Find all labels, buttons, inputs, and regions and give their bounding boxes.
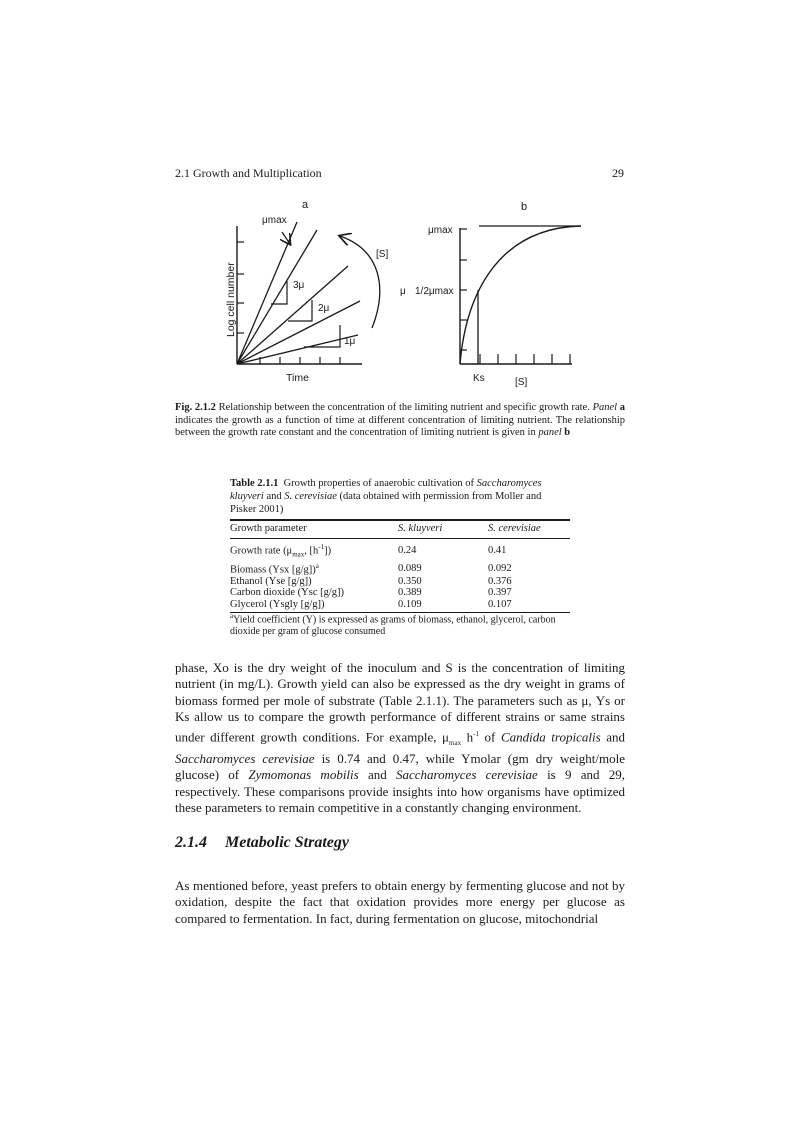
text-run: and bbox=[358, 767, 396, 783]
panel-a-ylabel: Log cell number bbox=[225, 262, 237, 337]
table-cell-value: 0.389 bbox=[398, 587, 422, 599]
panel-a bbox=[225, 199, 388, 384]
body-paragraph-1 bbox=[175, 660, 625, 817]
panel-a-mumax-label: μmax bbox=[262, 215, 287, 226]
subscript: max bbox=[449, 738, 462, 747]
table-cell-param bbox=[230, 561, 398, 576]
param-sup: -1 bbox=[318, 542, 325, 551]
table-cell-param: Glycerol (Ysgly [g/g]) bbox=[230, 599, 398, 612]
table-cell-param bbox=[230, 538, 398, 561]
table-cell-value: 0.350 bbox=[398, 575, 422, 587]
panel-b-y-symbol: μ bbox=[400, 286, 406, 297]
param-text: ]) bbox=[324, 545, 332, 557]
panel-a-xlabel: Time bbox=[286, 372, 309, 384]
table-title-text-1: Growth properties of anaerobic cultivation of bbox=[283, 478, 474, 489]
table-row bbox=[230, 576, 570, 588]
species-name: Candida tropicalis bbox=[500, 728, 601, 744]
text-run: of bbox=[479, 728, 501, 744]
panel-b-ks-label: Ks bbox=[473, 373, 485, 384]
panel-a-mumax-pointer bbox=[282, 232, 290, 244]
panel-a-s-arrow bbox=[340, 236, 380, 328]
text-run: phase, Xo is the dry weight of the inoculum and S is the concentration of limiting nutrient (in mg/L). Growth yield can also be expressed as the dry weight in grams of biomass formed per mole of substrate (Table 2.1.1). The parameters such as μ, Ys or Ks allow us to compare the growth performance of different strains or same strains under different growth conditions. For example, μ bbox=[175, 660, 625, 744]
panel-b-mumax-label: μmax bbox=[428, 225, 453, 236]
superscript: -1 bbox=[473, 729, 479, 738]
growth-properties-table bbox=[230, 519, 570, 613]
section-title: Metabolic Strategy bbox=[225, 834, 349, 851]
figure-caption-panel-word: Panel bbox=[592, 402, 618, 413]
figure-caption-text-1: Relationship between the concentration of the limiting nutrient and specific growth rate. bbox=[218, 402, 590, 413]
text-run: and bbox=[600, 728, 625, 744]
table-title-species-2: S. cerevisiae bbox=[284, 490, 337, 502]
panel-a-rate-1mu: 1μ bbox=[344, 336, 356, 347]
figure-caption-label: Fig. 2.1.2 bbox=[175, 402, 216, 413]
table-title-text-2: (data obtained with permission from Moller and Pisker 2001) bbox=[230, 490, 542, 515]
table-footnote bbox=[230, 610, 575, 638]
panel-a-rate-3mu: 3μ bbox=[293, 280, 305, 291]
section-heading bbox=[175, 834, 349, 852]
table-header-row bbox=[230, 520, 570, 538]
panel-b bbox=[400, 201, 581, 388]
param-text: Biomass (Ysx [g/g]) bbox=[230, 564, 316, 576]
table-cell-value: 0.397 bbox=[488, 587, 512, 599]
param-text: Growth rate (μ bbox=[230, 545, 293, 557]
page-number: 29 bbox=[612, 166, 624, 180]
table-label: Table 2.1.1 bbox=[230, 478, 279, 489]
table-col-header: S. kluyveri bbox=[398, 520, 488, 538]
panel-a-x-ticks bbox=[260, 357, 340, 364]
panel-a-arrow-label: [S] bbox=[376, 249, 389, 260]
table-title bbox=[230, 478, 570, 516]
panel-a-label: a bbox=[302, 199, 309, 211]
param-sub: max bbox=[292, 550, 305, 559]
table-row bbox=[230, 561, 570, 576]
table-col-header: S. cerevisiae bbox=[488, 520, 570, 538]
figure-2-1-2 bbox=[200, 192, 600, 392]
figure-caption bbox=[175, 402, 625, 440]
table-row bbox=[230, 538, 570, 561]
species-name: Saccharomyces cerevisiae bbox=[396, 767, 538, 783]
table-cell-value: 0.24 bbox=[398, 545, 417, 557]
figure-caption-panel-word-2: panel bbox=[538, 427, 562, 439]
running-header-title: 2.1 Growth and Multiplication bbox=[175, 166, 322, 180]
table-cell-value: 0.092 bbox=[488, 562, 512, 574]
param-text: , [h bbox=[304, 545, 319, 557]
species-name: Zymomonas mobilis bbox=[248, 767, 359, 783]
table-title-species-1: Saccharomyces kluyveri bbox=[230, 478, 542, 502]
figure-caption-panel-letter-2: b bbox=[564, 427, 571, 439]
panel-a-growth-lines bbox=[237, 222, 360, 364]
footnote-mark: a bbox=[230, 612, 234, 620]
table-cell-param: Carbon dioxide (Ysc [g/g]) bbox=[230, 587, 345, 599]
text-run: is 9 and 29, respectively. These comparisons provide insights into how organisms have optimized these parameters to remain competitive in a constantly changing environment. bbox=[175, 767, 625, 816]
table-cell-value: 0.109 bbox=[398, 599, 488, 612]
table-cell-value: 0.089 bbox=[398, 562, 422, 574]
table-title-and: and bbox=[266, 490, 282, 502]
panel-b-y-ticks bbox=[460, 229, 467, 350]
section-number: 2.1.4 bbox=[175, 834, 207, 851]
table-cell-value: 0.107 bbox=[488, 599, 570, 612]
panel-a-rate-2mu: 2μ bbox=[318, 303, 330, 314]
panel-a-y-ticks bbox=[237, 242, 244, 333]
table-col-header: Growth parameter bbox=[230, 520, 398, 538]
species-name: Saccharomyces cerevisiae bbox=[175, 750, 315, 766]
table-cell-param: Ethanol (Yse [g/g]) bbox=[230, 575, 312, 587]
figure-caption-text-2: indicates the growth as a function of time at different concentration of limiting nutrient. The relationship between the growth rate constant and the concentration of limiting nutrient is given in bbox=[175, 414, 625, 439]
table-cell-value: 0.41 bbox=[488, 545, 507, 557]
panel-b-x-ticks bbox=[480, 354, 570, 364]
table-cell-value: 0.376 bbox=[488, 575, 512, 587]
body-paragraph-2: As mentioned before, yeast prefers to obtain energy by fermenting glucose and not by oxidation, despite the fact that oxidation provides more energy per glucose as compared to fermentation. In fact, during fermentation on glucose, mitochondrial bbox=[175, 878, 625, 926]
panel-b-half-mumax-label: 1/2μmax bbox=[415, 286, 454, 297]
footnote-text: Yield coefficient (Y) is expressed as grams of biomass, ethanol, glycerol, carbon dioxide per gram of glucose consumed bbox=[230, 614, 556, 638]
panel-b-label: b bbox=[521, 201, 528, 213]
table-row bbox=[230, 587, 570, 599]
text-run: is 0.74 and 0.47, while Ymolar (gm dry weight/mole glucose) of bbox=[175, 750, 625, 783]
text-run: h bbox=[461, 728, 474, 744]
param-sup: a bbox=[315, 561, 319, 570]
figure-caption-panel-letter: a bbox=[619, 402, 626, 413]
panel-b-xlabel: [S] bbox=[515, 377, 528, 388]
